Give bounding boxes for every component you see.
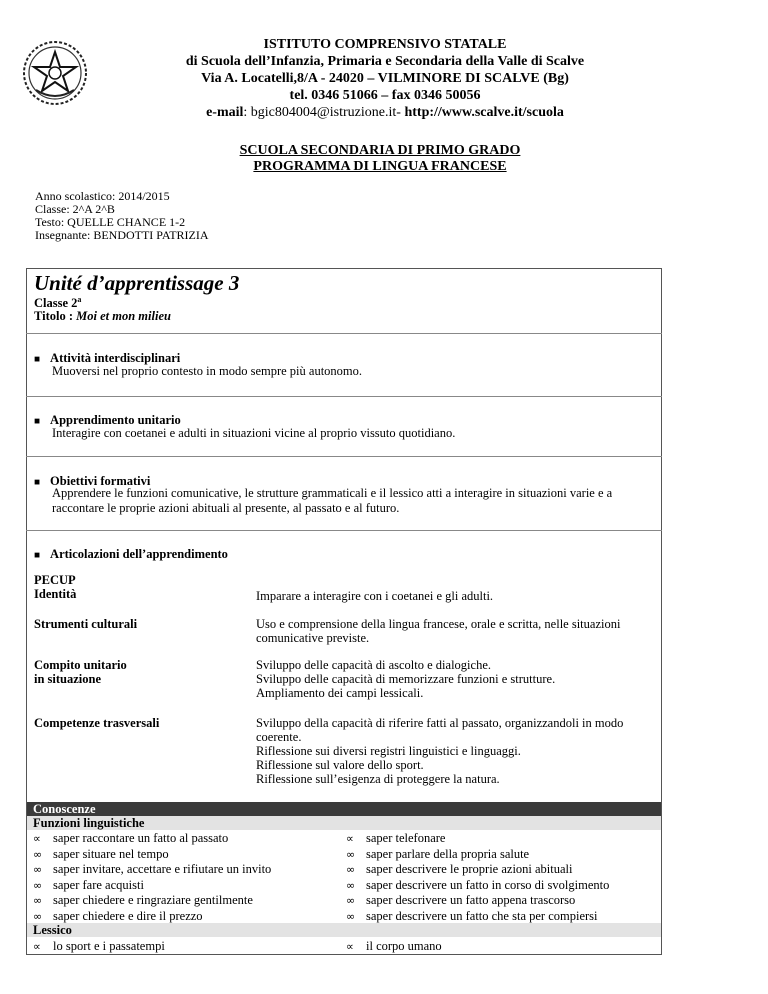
section-title: Articolazioni dell’apprendimento bbox=[50, 547, 228, 561]
list-item-text: saper raccontare un fatto al passato bbox=[53, 831, 229, 845]
school-emblem-logo bbox=[22, 40, 88, 106]
email-label: e-mail bbox=[206, 105, 244, 120]
bullet-icon: ∝ bbox=[33, 832, 41, 845]
pecup-text: Sviluppo delle capacità di ascolto e dialogiche. Sviluppo delle capacità di memorizzare funzioni e strutture. Ampliamento dei campi lessicali. bbox=[256, 658, 556, 700]
funzioni-list-right bbox=[346, 831, 609, 924]
list-item-text: saper situare nel tempo bbox=[53, 846, 169, 861]
bullet-icon: ∞ bbox=[33, 847, 43, 861]
conoscenze-heading: Conoscenze bbox=[27, 802, 661, 816]
bullet-icon: ∝ bbox=[33, 940, 41, 953]
pecup-heading: PECUP bbox=[34, 573, 76, 587]
list-item-text: saper descrivere un fatto appena trascorso bbox=[366, 893, 576, 907]
square-bullet-icon: ■ bbox=[34, 550, 41, 561]
section-text: Muoversi nel proprio contesto in modo sempre più autonomo. bbox=[52, 364, 363, 378]
header-phone: tel. 0346 51066 – fax 0346 50056 bbox=[289, 88, 481, 103]
bullet-icon: ∞ bbox=[346, 894, 356, 907]
list-item bbox=[346, 831, 609, 847]
lessico-heading: Lessico bbox=[27, 923, 661, 937]
list-item-text: lo sport e i passatempi bbox=[53, 939, 165, 953]
unit-class-sup: a bbox=[77, 295, 82, 304]
pecup-label: Strumenti culturali bbox=[34, 617, 138, 631]
unit-class-label: Classe 2 bbox=[34, 296, 78, 311]
unit-titolo-label: Titolo : bbox=[34, 309, 77, 323]
list-item-text: saper chiedere e dire il prezzo bbox=[53, 908, 203, 923]
pecup-label: Identità bbox=[34, 587, 77, 601]
list-item-text: saper fare acquisti bbox=[53, 877, 144, 892]
section-title: Obiettivi formativi bbox=[50, 474, 151, 488]
bullet-icon: ∞ bbox=[346, 909, 356, 923]
unit-titolo-value: Moi et mon milieu bbox=[76, 309, 171, 323]
pecup-label: Compito unitario in situazione bbox=[34, 658, 127, 686]
textbook-info: Testo: QUELLE CHANCE 1-2 bbox=[35, 215, 186, 229]
class-info: Classe: 2^A 2^B bbox=[35, 202, 115, 216]
school-year: Anno scolastico: 2014/2015 bbox=[35, 189, 170, 203]
pecup-text: Sviluppo della capacità di riferire fatti al passato, organizzandoli in modo coerente. Riflessione sui diversi registri linguistici e linguaggi. Riflessione sul valore dello sport. Riflessione sull’esigenza di proteggere la natura. bbox=[256, 716, 624, 786]
school-level-title: SCUOLA SECONDARIA DI PRIMO GRADO bbox=[239, 143, 521, 158]
section-articolazioni bbox=[34, 545, 228, 563]
bullet-icon: ∝ bbox=[346, 832, 354, 845]
pecup-text: Imparare a interagire con i coetanei e gli adulti. bbox=[256, 589, 494, 603]
list-item-text: saper descrivere le proprie azioni abituali bbox=[366, 862, 573, 876]
list-item-text: saper parlare della propria salute bbox=[366, 846, 530, 861]
bullet-icon: ∞ bbox=[346, 863, 356, 876]
list-item-text: saper telefonare bbox=[366, 831, 446, 845]
section-text: Apprendere le funzioni comunicative, le strutture grammaticali e il lessico atti a interagire in situazioni varie e a raccontare le proprie azioni abituali al presente, al passato e al futuro. bbox=[52, 486, 613, 515]
funzioni-list-left bbox=[33, 831, 271, 924]
list-item bbox=[346, 893, 609, 909]
square-bullet-icon: ■ bbox=[34, 477, 41, 488]
teacher-info: Insegnante: BENDOTTI PATRIZIA bbox=[35, 228, 209, 242]
list-item bbox=[346, 939, 442, 955]
list-item bbox=[346, 847, 609, 863]
unit-titolo bbox=[34, 309, 171, 324]
list-item bbox=[33, 847, 271, 863]
program-title: PROGRAMMA DI LINGUA FRANCESE bbox=[253, 159, 507, 174]
list-item bbox=[33, 939, 165, 955]
section-title: Apprendimento unitario bbox=[50, 413, 181, 427]
list-item bbox=[346, 909, 609, 925]
list-item-text: saper invitare, accettare e rifiutare un invito bbox=[53, 862, 272, 876]
divider bbox=[26, 530, 662, 531]
bullet-icon: ∞ bbox=[33, 909, 43, 923]
list-item bbox=[33, 893, 271, 909]
list-item bbox=[346, 878, 609, 894]
list-item bbox=[33, 909, 271, 925]
pecup-text: Uso e comprensione della lingua francese, orale e scritta, nelle situazioni comunicative previste. bbox=[256, 617, 621, 645]
square-bullet-icon: ■ bbox=[34, 416, 41, 427]
list-item-text: saper descrivere un fatto in corso di svolgimento bbox=[366, 877, 610, 892]
list-item bbox=[33, 878, 271, 894]
bullet-icon: ∞ bbox=[33, 863, 43, 876]
list-item bbox=[346, 862, 609, 878]
bullet-icon: ∞ bbox=[346, 878, 356, 892]
header-address: Via A. Locatelli,8/A - 24020 – VILMINORE DI SCALVE (Bg) bbox=[201, 71, 569, 86]
email-value[interactable]: : bgic804004@istruzione.it- bbox=[243, 105, 401, 120]
divider bbox=[26, 456, 662, 457]
section-text: Interagire con coetanei e adulti in situazioni vicine al proprio vissuto quotidiano. bbox=[52, 426, 456, 440]
section-title: Attività interdisciplinari bbox=[50, 351, 181, 365]
bullet-icon: ∝ bbox=[346, 940, 354, 953]
bullet-icon: ∞ bbox=[346, 847, 356, 861]
divider bbox=[26, 396, 662, 397]
bullet-icon: ∞ bbox=[33, 878, 43, 892]
square-bullet-icon: ■ bbox=[34, 354, 41, 365]
funzioni-heading: Funzioni linguistiche bbox=[27, 816, 661, 830]
header-school-name: ISTITUTO COMPRENSIVO STATALE bbox=[263, 37, 507, 52]
bullet-icon: ∞ bbox=[33, 894, 43, 907]
unit-title: Unité d’apprentissage 3 bbox=[34, 271, 240, 295]
header-contacts bbox=[170, 104, 600, 121]
website-link[interactable]: http://www.scalve.it/scuola bbox=[400, 105, 564, 120]
divider bbox=[26, 333, 662, 334]
list-item bbox=[33, 862, 271, 878]
header-school-type: di Scuola dell’Infanzia, Primaria e Secondaria della Valle di Scalve bbox=[185, 54, 585, 69]
list-item bbox=[33, 831, 271, 847]
list-item-text: saper descrivere un fatto che sta per compiersi bbox=[366, 908, 598, 923]
list-item-text: saper chiedere e ringraziare gentilmente bbox=[53, 893, 253, 907]
list-item-text: il corpo umano bbox=[366, 939, 442, 953]
pecup-label: Competenze trasversali bbox=[34, 716, 160, 730]
